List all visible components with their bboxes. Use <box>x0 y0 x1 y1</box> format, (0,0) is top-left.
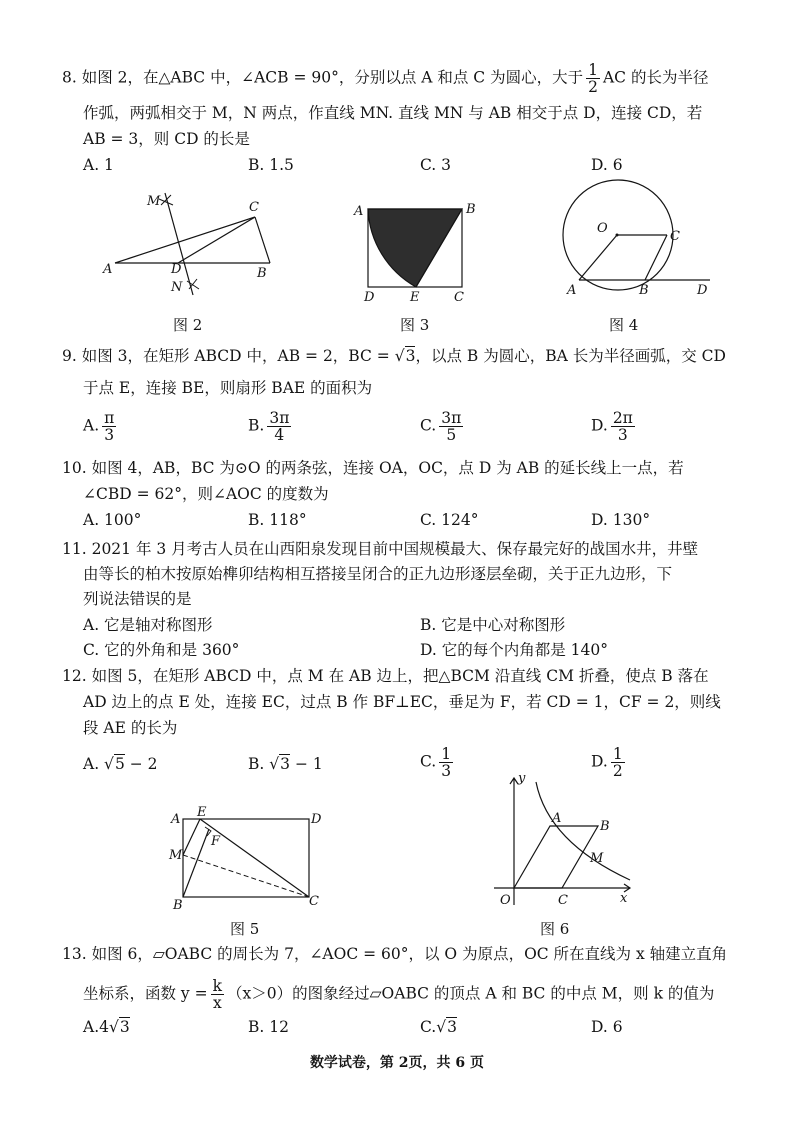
fig3-label-c: C <box>454 290 464 305</box>
q11-option-b: B. 它是中心对称图形 <box>420 616 566 634</box>
figure-6-coordinate <box>490 770 640 910</box>
fig5-label-d: D <box>311 812 322 827</box>
q12-option-a: A. √5 − 2 <box>83 755 158 773</box>
figure-3-caption: 图 3 <box>400 316 430 334</box>
figure-4-caption: 图 4 <box>609 316 639 334</box>
fig5-label-a: A <box>171 812 181 827</box>
q9-option-c: C. $\frac{3\pi}{5}$ <box>420 409 462 444</box>
page-footer: 数学试卷，第 2页，共 6 页 <box>309 1055 485 1071</box>
q10-option-d: D. 130° <box>591 511 651 529</box>
fig2-label-d: D <box>171 262 182 277</box>
fig2-label-n: N <box>171 280 183 295</box>
q10-option-b: B. 118° <box>248 511 307 529</box>
fig6-label-b: B <box>600 819 610 834</box>
q11-line2: 由等长的柏木按原始榫卯结构相互搭接呈闭合的正九边形逐层垒砌，关于正九边形，下 <box>83 565 673 583</box>
q11-line1: 11. 2021 年 3 月考古人员在山西阳泉发现目前中国规模最大、保存最完好的战国水井，井壁 <box>62 540 699 558</box>
q8-option-a: A. 1 <box>83 156 114 174</box>
q12-option-b: B. √3 − 1 <box>248 755 323 773</box>
fig4-label-a: A <box>567 283 577 298</box>
q8-line1: 8. 如图 2，在△ABC 中，∠ACB = 90°，分别以点 A 和点 C 为圆心，大于 $\frac{1}{2}$ AC 的长为半径 <box>62 61 709 96</box>
q9-line2: 于点 E，连接 BE，则扇形 BAE 的面积为 <box>83 379 373 397</box>
q12-line3: 段 AE 的长为 <box>83 719 178 737</box>
figure-4-circle <box>555 180 725 300</box>
fig6-label-m: M <box>590 851 604 866</box>
fig4-label-d: D <box>697 283 708 298</box>
q9-option-d: D. $\frac{2\pi}{3}$ <box>591 409 633 444</box>
fig4-label-o: O <box>597 221 608 236</box>
q9-line1: 9. 如图 3，在矩形 ABCD 中，AB = 2，BC = √3，以点 B 为圆心，BA 长为半径画弧，交 CD <box>62 347 726 365</box>
q13-option-b: B. 12 <box>248 1018 289 1036</box>
fig2-label-a: A <box>103 262 113 277</box>
fig3-label-a: A <box>354 204 364 219</box>
q12-option-d: D. $\frac{1}{2}$ <box>591 745 623 780</box>
fig6-label-x: x <box>620 891 628 906</box>
q11-option-d: D. 它的每个内角都是 140° <box>420 641 608 659</box>
q12-option-c: C. $\frac{1}{3}$ <box>420 745 452 780</box>
q8-option-c: C. 3 <box>420 156 452 174</box>
q10-line2: ∠CBD = 62°，则∠AOC 的度数为 <box>83 485 329 503</box>
q8-line2: 作弧，两弧相交于 M，N 两点，作直线 MN. 直线 MN 与 AB 相交于点 D，连接 CD，若 <box>83 104 703 122</box>
fig3-label-b: B <box>466 202 476 217</box>
q12-line1: 12. 如图 5，在矩形 ABCD 中，点 M 在 AB 边上，把△BCM 沿直线 CM 折叠，使点 B 落在 <box>62 667 709 685</box>
fig5-label-e: E <box>197 805 207 820</box>
fig5-label-m: M <box>169 848 183 863</box>
fig4-label-b: B <box>639 283 649 298</box>
figure-2-triangle <box>95 185 285 300</box>
q8-option-d: D. 6 <box>591 156 623 174</box>
fig2-label-m: M <box>147 194 161 209</box>
q13-line1: 13. 如图 6，▱OABC 的周长为 7，∠AOC = 60°，以 O 为原点，OC 所在直线为 x 轴建立直角 <box>62 945 728 963</box>
figure-6-caption: 图 6 <box>540 920 570 938</box>
figure-3-rectangle <box>350 195 480 305</box>
q11-option-c: C. 它的外角和是 360° <box>83 641 240 659</box>
q10-option-a: A. 100° <box>83 511 142 529</box>
fig6-label-y: y <box>518 771 526 786</box>
q12-line2: AD 边上的点 E 处，连接 EC，过点 B 作 BF⊥EC，垂足为 F，若 CD = 1，CF = 2，则线 <box>83 693 721 711</box>
fraction-one-half: $\frac{1}{2}$ <box>588 61 598 96</box>
fig4-label-c: C <box>670 229 680 244</box>
fig5-label-b: B <box>173 898 183 913</box>
q9-option-a: A. $\frac{\pi}{3}$ <box>83 409 115 444</box>
fig2-label-b: B <box>257 266 267 281</box>
figure-5-caption: 图 5 <box>230 920 260 938</box>
fraction-k-over-x: $\frac{k}{x}$ <box>212 977 223 1012</box>
fig5-label-c: C <box>309 894 319 909</box>
q13-option-c: C.√3 <box>420 1018 457 1036</box>
fig2-label-c: C <box>249 200 259 215</box>
q13-line2: 坐标系，函数 y = $\frac{k}{x}$ （x＞0）的图象经过▱OABC 的顶点 A 和 BC 的中点 M，则 k 的值为 <box>83 977 715 1012</box>
q10-line1: 10. 如图 4，AB，BC 为⊙O 的两条弦，连接 OA，OC，点 D 为 AB 的延长线上一点，若 <box>62 459 684 477</box>
q8-option-b: B. 1.5 <box>248 156 294 174</box>
fig3-label-d: D <box>364 290 375 305</box>
q13-option-a: A.4√3 <box>83 1018 130 1036</box>
q9-option-b: B. $\frac{3\pi}{4}$ <box>248 409 290 444</box>
fig6-label-a: A <box>552 811 562 826</box>
q11-line3: 列说法错误的是 <box>83 590 192 608</box>
q11-option-a: A. 它是轴对称图形 <box>83 616 213 634</box>
q10-option-c: C. 124° <box>420 511 479 529</box>
fig6-label-c: C <box>558 893 568 908</box>
fig6-label-o: O <box>500 893 511 908</box>
fig3-label-e: E <box>410 290 420 305</box>
q8-line3: AB = 3，则 CD 的长是 <box>83 130 250 148</box>
figure-2-caption: 图 2 <box>173 316 203 334</box>
figure-5-rectangle <box>165 805 335 913</box>
q13-option-d: D. 6 <box>591 1018 623 1036</box>
fig5-label-f: F <box>211 834 221 849</box>
